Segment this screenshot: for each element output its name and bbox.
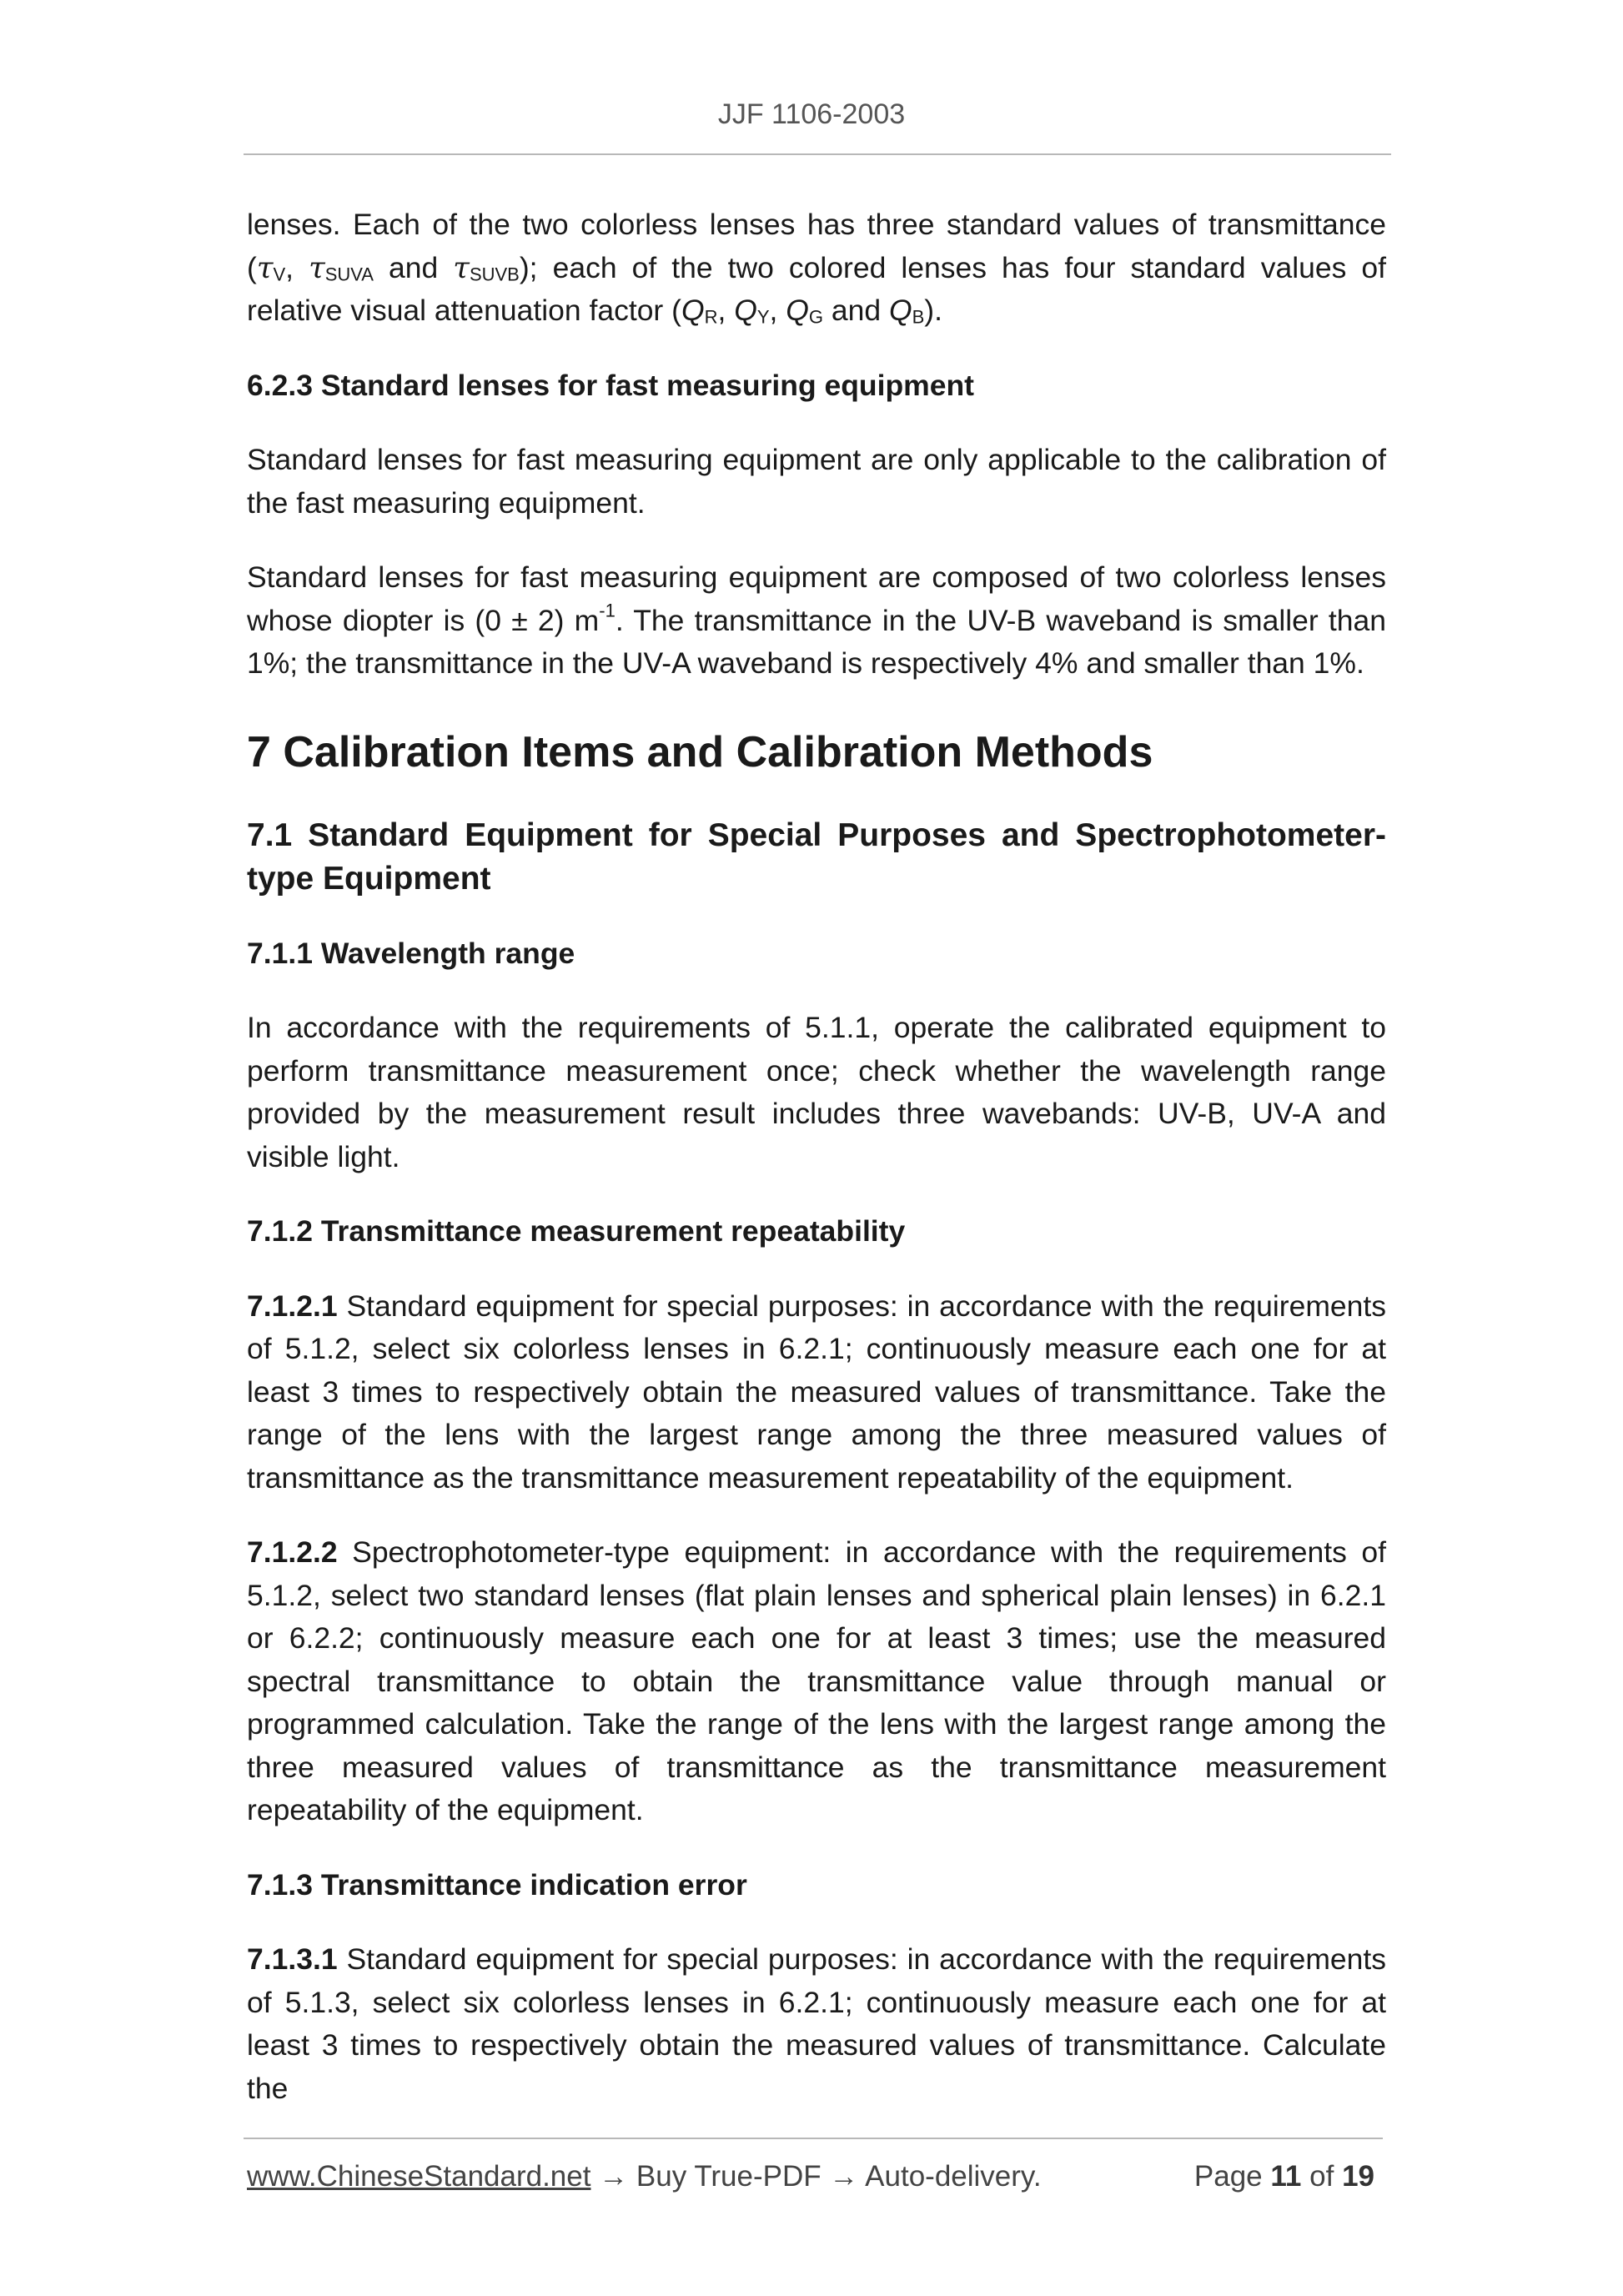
- superscript: -1: [599, 600, 616, 620]
- page-total: 19: [1342, 2160, 1374, 2193]
- section-7-1-3-heading: 7.1.3 Transmittance indication error: [247, 1867, 747, 1902]
- tau-suvb-symbol: τ: [453, 250, 470, 285]
- separator: ,: [285, 250, 309, 284]
- tau-suva-subscript: SUVA: [324, 263, 374, 284]
- tau-suvb-subscript: SUVB: [469, 263, 520, 284]
- intro-text-1: lenses. Each of the two colorless lenses has three standard values of transmittance (: [247, 208, 1386, 284]
- page-number: 11: [1270, 2160, 1302, 2193]
- paragraph-text: . The transmittance in the UV-B waveband is smaller than 1%; the transmittance in the UV-A waveband is respectively 4% and smaller than 1%.: [247, 603, 1386, 680]
- clause-text: Standard equipment for special purposes: in accordance with the requirements of 5.1.2, select six colorless lenses in 6.2.1; continuously measure each one for at least 3 times to respectively obtain the measured values of transmittance. Take the range of the lens with the largest range among the three measured values of transmittance as the transmittance measurement repeatability of the equipment.: [247, 1289, 1386, 1495]
- document-code-header: JJF 1106-2003: [717, 98, 906, 130]
- website-link[interactable]: www.ChineseStandard.net: [247, 2160, 591, 2193]
- footer-divider: [244, 2138, 1383, 2139]
- conjunction: and: [373, 250, 454, 284]
- tau-v-subscript: V: [273, 263, 286, 284]
- clause-text: Spectrophotometer-type equipment: in accordance with the requirements of 5.1.2, select two standard lenses (flat plain lenses and spherical plain lenses) in 6.2.1 or 6.2.2; continuously measure each one for at least 3 times; use the measured spectral transmittance to obtain the transmittance value through manual or programmed calculation. Take the range of the lens with the largest range among the three measured values of transmittance as the transmittance measurement repeatability of the equipment.: [247, 1535, 1386, 1826]
- page-label: Page: [1193, 2160, 1263, 2193]
- comma: ,: [769, 294, 786, 327]
- clause-7-1-3-1: [247, 1938, 1386, 2110]
- intro-text-2: ); each of the two colored lenses has four standard values of relative visual attenuation factor (: [247, 250, 1386, 327]
- clause-text: Standard equipment for special purposes: in accordance with the requirements of 5.1.3, select six colorless lenses in 6.2.1; continuously measure each one for at least 3 times to respectively obtain the measured values of transmittance. Calculate the: [247, 1942, 1386, 2105]
- chapter-7-heading: 7 Calibration Items and Calibration Methods: [247, 727, 1153, 776]
- clause-number: 7.1.3.1: [247, 1942, 338, 1976]
- q-r-subscript: R: [704, 306, 718, 328]
- clause-7-1-2-1: [247, 1285, 1386, 1500]
- q-g-subscript: G: [808, 306, 823, 328]
- q-g-symbol: Q: [786, 294, 809, 327]
- of-label: of: [1309, 2160, 1334, 2193]
- section-7-1-heading: 7.1 Standard Equipment for Special Purposes and Spectrophotometer-type Equipment: [247, 816, 1386, 897]
- section-6-2-3-paragraph-2: [247, 556, 1386, 686]
- q-b-subscript: B: [912, 306, 925, 328]
- header-divider: [244, 153, 1391, 155]
- intro-end: ).: [924, 294, 942, 327]
- clause-number: 7.1.2.1: [247, 1289, 338, 1323]
- conjunction: and: [823, 294, 889, 327]
- clause-number: 7.1.2.2: [247, 1535, 338, 1569]
- paragraph-text: Standard lenses for fast measuring equipment are composed of two colorless lenses whose diopter is (0 ± 2) m: [247, 560, 1386, 637]
- q-r-symbol: Q: [681, 294, 705, 327]
- footer-promo-text: → Buy True-PDF → Auto-delivery.: [590, 2160, 1042, 2193]
- section-6-2-3-heading: 6.2.3 Standard lenses for fast measuring equipment: [247, 368, 974, 402]
- page-content: [247, 203, 1386, 2110]
- section-7-1-1-heading: 7.1.1 Wavelength range: [247, 936, 575, 970]
- tau-v-symbol: τ: [256, 250, 274, 285]
- section-7-1-1-paragraph: In accordance with the requirements of 5.1.1, operate the calibrated equipment to perform transmittance measurement once; check whether the wavelength range provided by the measurement result includes three wavebands: UV-B, UV-A and visible light.: [247, 1011, 1386, 1173]
- section-6-2-3-paragraph-1: Standard lenses for fast measuring equipment are only applicable to the calibration of the fast measuring equipment.: [247, 443, 1386, 520]
- clause-7-1-2-2: [247, 1531, 1386, 1832]
- q-y-subscript: Y: [756, 306, 770, 328]
- comma: ,: [717, 294, 735, 327]
- tau-suva-symbol: τ: [309, 250, 325, 285]
- section-7-1-2-heading: 7.1.2 Transmittance measurement repeatability: [247, 1214, 906, 1248]
- q-y-symbol: Q: [734, 294, 757, 327]
- page-indicator: [1194, 2160, 1374, 2193]
- intro-paragraph: [247, 203, 1386, 333]
- q-b-symbol: Q: [888, 294, 912, 327]
- footer-promo: [247, 2160, 1042, 2193]
